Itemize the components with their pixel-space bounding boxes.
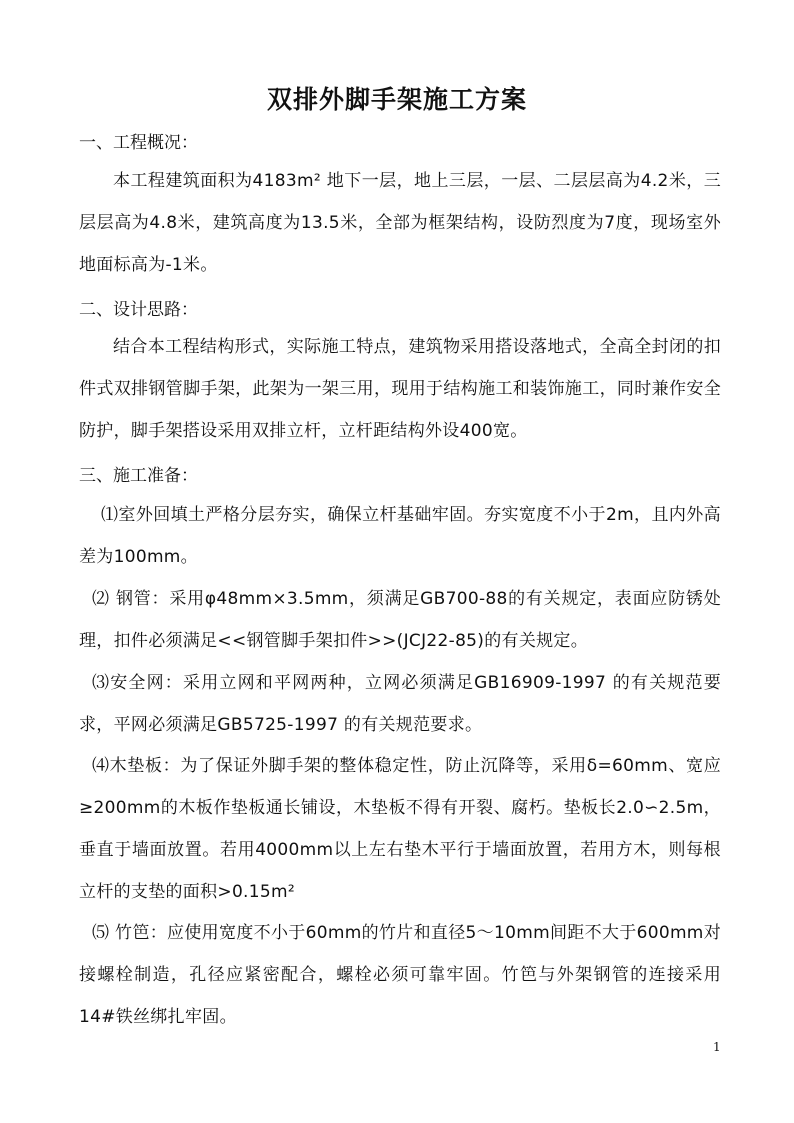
list-item-bamboo-mat: ⑸ 竹笆：应使用宽度不小于60mm的竹片和直径5～10mm间距不大于600mm对接螺栓制造，孔径应紧密配合，螺栓必须可靠牢固。竹笆与外架钢管的连接采用14#铁丝绑扎牢固。 [79,923,721,1027]
paragraph-overview: 本工程建筑面积为4183m² 地下一层，地上三层，一层、二层层高为4.2米，三层层高为4.8米，建筑高度为13.5米，全部为框架结构，设防烈度为7度，现场室外地面标高为-1米。 [79,171,721,275]
list-item-wood-pad: ⑷木垫板：为了保证外脚手架的整体稳定性，防止沉降等，采用δ=60mm、宽应≥200mm的木板作垫板通长铺设，木垫板不得有开裂、腐朽。垫板长2.0∽2.5m，垂直于墙面放置。若用4000mm以上左右垫木平行于墙面放置，若用方木，则每根立杆的支垫的面积>0.15m² [79,756,721,902]
list-item-steel-pipe: ⑵ 钢管：采用φ48mm×3.5mm，须满足GB700-88的有关规定，表面应防锈处理，扣件必须满足<<钢管脚手架扣件>>(JCJ22-85)的有关规定。 [79,589,721,651]
document-title: 双排外脚手架施工方案 [266,85,527,114]
page-number: 1 [713,1040,721,1054]
section-heading-overview: 一、工程概况： [79,133,198,153]
section-heading-design: 二、设计思路： [79,300,198,320]
paragraph-design: 结合本工程结构形式，实际施工特点，建筑物采用搭设落地式，全高全封闭的扣件式双排钢管脚手架，此架为一架三用，现用于结构施工和装饰施工，同时兼作安全防护，脚手架搭设采用双排立杆，立杆距结构外设400宽。 [79,337,721,441]
list-item-safety-net: ⑶安全网：采用立网和平网两种，立网必须满足GB16909-1997 的有关规范要求，平网必须满足GB5725-1997 的有关规范要求。 [79,673,721,735]
list-item-backfill: ⑴室外回填土严格分层夯实，确保立杆基础牢固。夯实宽度不小于2m，且内外高差为100mm。 [79,505,721,567]
section-heading-preparation: 三、施工准备： [79,466,198,486]
